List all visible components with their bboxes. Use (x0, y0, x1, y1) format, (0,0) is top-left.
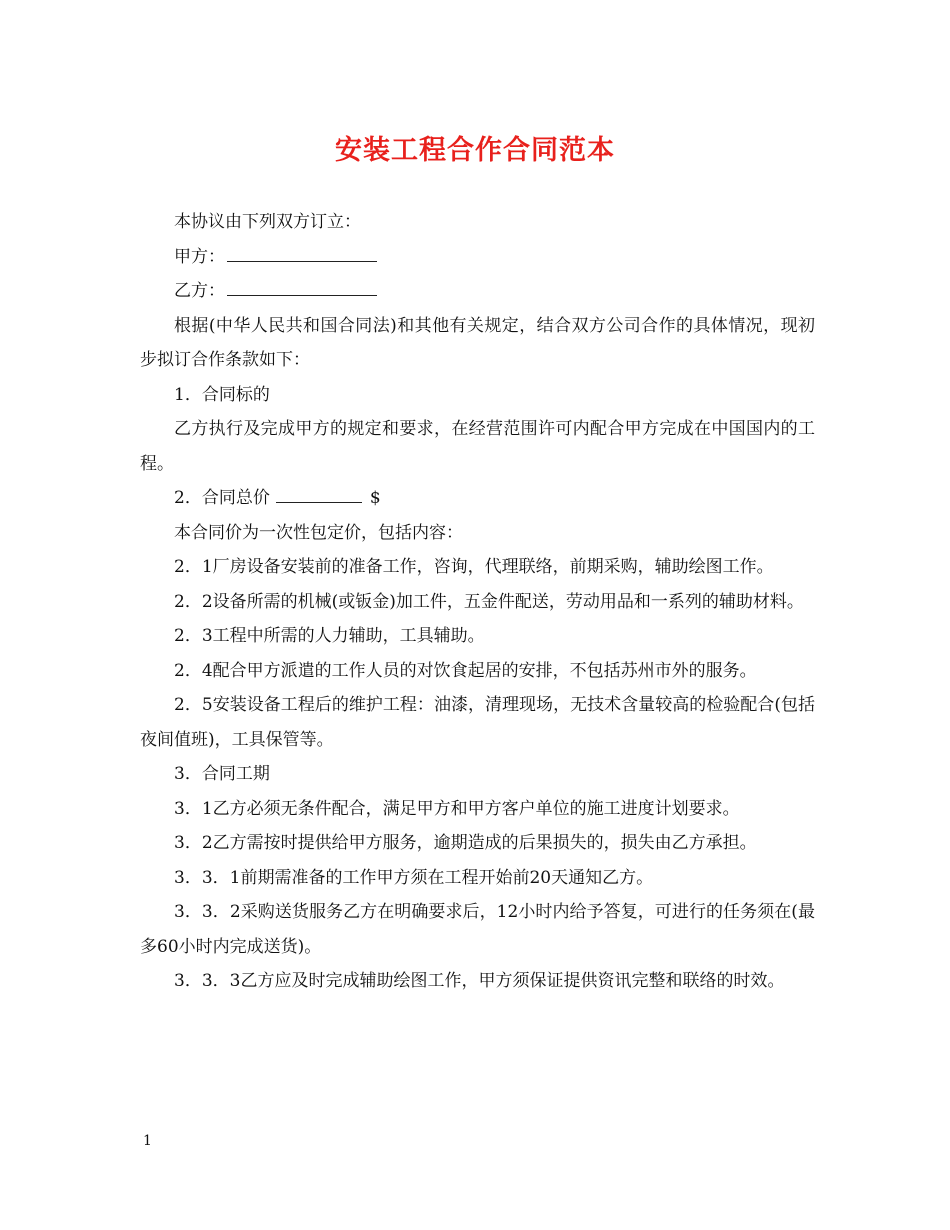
party-a-label: 甲方： (174, 246, 225, 267)
preamble-paragraph: 根据(中华人民共和国合同法)和其他有关规定，结合双方公司合作的具体情况，现初步拟订合作条款如下： (140, 315, 815, 370)
section-3-heading: 3．合同工期 (174, 764, 270, 784)
section-1-body: 乙方执行及完成甲方的规定和要求，在经营范围许可内配合甲方完成在中国国内的工程。 (140, 419, 815, 474)
party-a-blank (227, 243, 377, 262)
party-b-label: 乙方： (174, 281, 225, 301)
intro-paragraph: 本协议由下列双方订立： (174, 212, 361, 232)
total-price-blank (276, 484, 362, 503)
clause-2-4: 2．4配合甲方派遣的工作人员的对饮食起居的安排，不包括苏州市外的服务。 (174, 660, 757, 681)
clause-2-2: 2．2设备所需的机械(或钣金)加工件，五金件配送，劳动用品和一系列的辅助材料。 (174, 591, 804, 612)
section-2-heading-line (140, 481, 815, 516)
party-a-line (140, 240, 815, 275)
clause-2-5: 2．5安装设备工程后的维护工程：油漆，清理现场，无技术含量较高的检验配合(包括夜间值班)，工具保管等。 (140, 695, 815, 750)
page-number: 1 (143, 1133, 152, 1149)
clause-3-2: 3．2乙方需按时提供给甲方服务，逾期造成的后果损失的，损失由乙方承担。 (174, 833, 757, 853)
section-2-intro: 本合同价为一次性包定价，包括内容： (174, 522, 463, 543)
clause-2-3: 2．3工程中所需的人力辅助，工具辅助。 (174, 626, 485, 646)
document-title: 安装工程合作合同范本 (335, 135, 615, 166)
clause-3-3-2: 3．3．2采购送货服务乙方在明确要求后，12小时内给予答复，可进行的任务须在(最多60小时内完成送货)。 (140, 902, 815, 957)
clause-3-1: 3．1乙方必须无条件配合，满足甲方和甲方客户单位的施工进度计划要求。 (174, 798, 740, 819)
clause-2-1: 2．1厂房设备安装前的准备工作，咨询，代理联络，前期采购，辅助绘图工作。 (174, 557, 774, 577)
currency-symbol: $ (369, 488, 381, 508)
party-b-blank (227, 277, 377, 296)
clause-3-3-3: 3．3．3乙方应及时完成辅助绘图工作，甲方须保证提供资讯完整和联络的时效。 (174, 971, 785, 991)
clause-3-3-1: 3．3．1前期需准备的工作甲方须在工程开始前20天通知乙方。 (174, 867, 654, 888)
document-body (140, 205, 815, 999)
section-2-heading: 2．合同总价 (174, 488, 270, 508)
section-1-heading: 1．合同标的 (174, 384, 270, 405)
party-b-line (140, 274, 815, 309)
